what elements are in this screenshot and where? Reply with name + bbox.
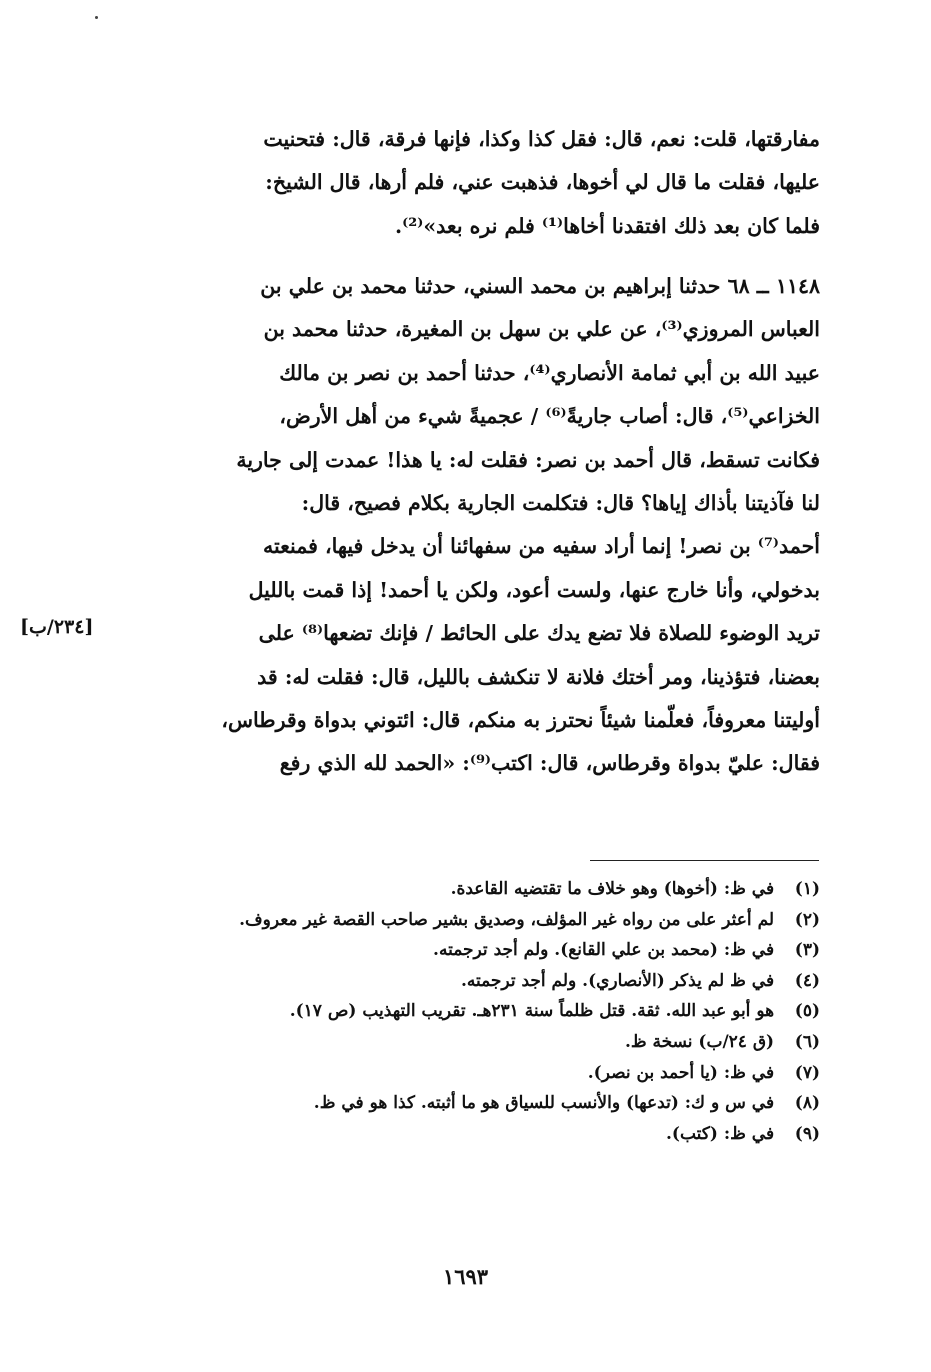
text-line: فلما كان بعد ذلك افتقدنا أخاها⁽¹⁾ فلم نره بعد»⁽²⁾. [395, 213, 820, 238]
footnote-number: (٢) [794, 909, 820, 930]
text-line: الخزاعي⁽⁵⁾، قال: أصاب جاريةً⁽⁶⁾ / عجميةً شيء من أهل الأرض، [279, 404, 820, 429]
text-line: تريد الوضوء للصلاة فلا تضع يدك على الحائط / فإنك تضعها⁽⁸⁾ على [258, 621, 820, 646]
paragraph-1 [130, 118, 820, 248]
footnote [140, 874, 820, 905]
footnote-text: في س و ك: (تدعها) والأنسب للسياق هو ما أثبته. كذا هو في ظ. [313, 1093, 775, 1114]
text-line: بدخولي، وأنا خارج عنها، ولست أعود، ولكن يا أحمد! إذا قمت بالليل [248, 577, 820, 602]
footnote-separator [590, 860, 819, 861]
footnote-text: لم أعثر على من رواه غير المؤلف، وصديق بشير صاحب القصة غير معروف. [239, 909, 775, 930]
footnote-number: (٦) [794, 1031, 820, 1052]
text-line: أوليتنا معروفاً، فعلّمنا شيئاً نحترز به منكم، قال: ائتوني بدواة وقرطاس، [221, 708, 820, 733]
footnote-number: (٣) [794, 940, 820, 961]
footnote-text: (ق ٢٤/ب) نسخة ظ. [624, 1031, 775, 1052]
footnote-number: (٩) [794, 1123, 820, 1144]
paragraph-2 [130, 265, 820, 786]
footnote-text: في ظ: (محمد بن علي القانع). ولم أجد ترجمته. [433, 940, 775, 961]
footnote [140, 935, 820, 966]
text-line: فقال: عليّ بدواة وقرطاس، قال: اكتب⁽⁹⁾: «الحمد لله الذي رفع [279, 751, 820, 776]
footnote [140, 996, 820, 1027]
text-line: العباس المروزي⁽³⁾، عن علي بن سهل بن المغيرة، حدثنا محمد بن [263, 317, 820, 342]
footnote-text: في ظ: (كتب). [666, 1123, 775, 1144]
text-line: عليها، فقلت ما قال لي أخوها، فذهبت عني، فلم أرها، قال الشيخ: [265, 170, 820, 195]
text-line: عبيد الله بن أبي ثمامة الأنصاري⁽⁴⁾، حدثنا أحمد بن نصر بن مالك [279, 360, 820, 385]
text-line: مفارقتها، قلت: نعم، قال: فقل كذا وكذا، فإنها فرقة، قال: فتحنيت [263, 127, 820, 151]
page-number: ١٦٩٣ [442, 1264, 489, 1289]
footnote [140, 1119, 820, 1150]
footnote [140, 966, 820, 997]
scan-speck [95, 16, 98, 19]
text-line: أحمد⁽⁷⁾ بن نصر! إنما أراد سفيه من سفهائنا أن يدخل فيها، فمنعته [262, 534, 820, 559]
footnotes-list [140, 874, 820, 1149]
footnote-number: (٥) [794, 1001, 820, 1022]
footnote-number: (٧) [794, 1062, 820, 1083]
footnote [140, 1058, 820, 1089]
manuscript-folio-note: [٢٣٤/ب] [20, 616, 94, 638]
footnote [140, 1088, 820, 1119]
footnote-number: (١) [794, 879, 820, 899]
text-line: فكانت تسقط، قال أحمد بن نصر: فقلت له: يا هذا! عمدت إلى جارية [236, 447, 820, 472]
footnote-number: (٤) [794, 970, 820, 991]
text-line: ١١٤٨ ــ ٦٨ حدثنا إبراهيم بن محمد السني، حدثنا محمد بن علي بن [260, 274, 820, 298]
text-line: بعضنا، فتؤذينا، ومر أختك فلانة لا تنكشف بالليل، قال: فقلت له: قد [257, 664, 820, 689]
footnote-text: في ظ: (يا أحمد بن نصر). [587, 1062, 775, 1083]
footnote-text: في ظ: (أخوها) وهو خلاف ما تقتضيه القاعدة. [450, 879, 775, 899]
footnote [140, 905, 820, 936]
footnote-text: هو أبو عبد الله. ثقة. قتل ظلماً سنة ٢٣١هـ. تقريب التهذيب (ص ١٧). [289, 1001, 775, 1022]
text-line: لنا فآذيتنا بأذاك إياها؟ قال: فتكلمت الجارية بكلام فصيح، قال: [301, 491, 820, 516]
footnote [140, 1027, 820, 1058]
footnote-number: (٨) [794, 1093, 820, 1114]
footnote-text: في ظ لم يذكر (الأنصاري). ولم أجد ترجمته. [460, 970, 775, 991]
